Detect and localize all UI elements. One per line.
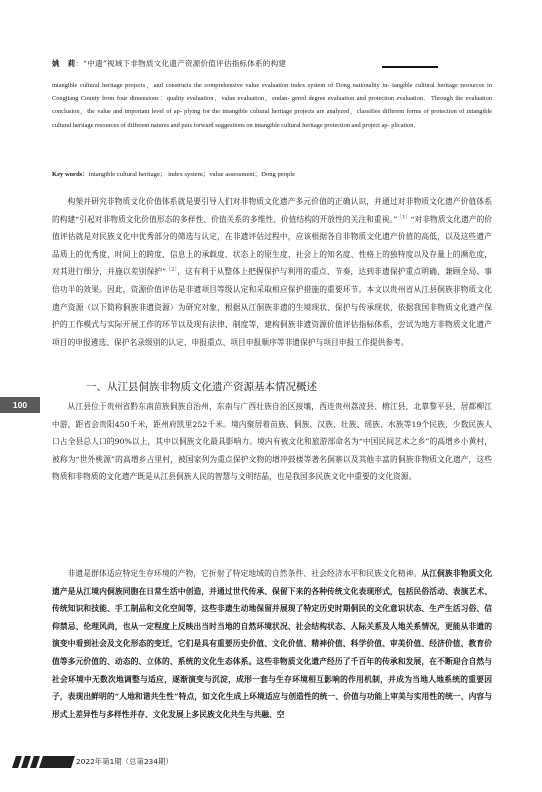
abstract-line: plying for the intangible cultural heritage projects are analyzed，classifies different forms of protection of intangible cultural	[52, 108, 492, 129]
abstract-line: tangible cultural heritage resources in Congjiang County from four dimensions：quality evaluation，value evaluation，endan-	[52, 82, 492, 103]
keywords-label: Key words：	[52, 171, 89, 178]
running-head-title: ：“中遗”视域下非物质文化遗产资源价值评估指标体系的构建	[75, 59, 287, 68]
english-abstract	[52, 79, 492, 132]
running-head-rule	[382, 66, 438, 68]
keywords-text: intangible cultural heritage； index system；value assessment；Dong people	[88, 171, 296, 178]
abstract-line: intangible cultural heritage projects，and constructs the comprehensive value evaluation index system of Dong nationality in-	[52, 82, 390, 89]
keywords	[52, 169, 492, 181]
section-heading: 一、从江县侗族非物质文化遗产资源基本情况概述	[86, 381, 317, 393]
citation-ref: ［2］	[166, 266, 178, 273]
heritage-paragraph	[52, 565, 492, 723]
intro-text-1: 构架并研究非物质文化价值体系就是要引导人们对非物质文化遗产多元价值的正确认识，并通过对非物质文化遗产价值体系的构建“引起对非物质文化价值形态的多样性、价值关系的多维性、价值结构的开放性的关注和重视。”	[52, 197, 492, 224]
citation-ref: ［1］	[397, 214, 411, 221]
page-number: 100	[0, 397, 40, 413]
footer-bar	[39, 756, 75, 768]
abstract-line: plication．	[391, 121, 420, 129]
intro-paragraph	[52, 193, 492, 351]
intro-text-3: ，这有利于从整体上把握保护与利用的重点、节奏，达到非遗保护重点明确、兼顾全局、事倍功半的效果。因此，资源价值评估是非遗项目等级认定和采取相应保护措施的重要环节。本文以贵州省从江县侗族非物质文化遗产资源（以下简称侗族非遗资源）为研究对象，根据从江侗族非遗的生境现状、保护与传承现状，依据我国非物质文化遗产保护的工作模式与实际开展工作的环节以及现有法律、制度等，建构侗族非遗资源价值评估指标体系，尝试为地方非物质文化遗产项目的申报遴选、保护名录级别的认定、申报重点、项目申报顺序等非遗保护与项目申报工作提供参考。	[52, 267, 492, 347]
abstract-line: heritage resources of different natures and puts forward suggestions on intangible cultural heritage protection and project ap-	[72, 121, 390, 129]
running-head	[52, 58, 492, 72]
overview-paragraph	[52, 398, 492, 486]
issue-footer: 2022年第1期（总第234期）	[76, 757, 173, 766]
abstract-line: gered degree evaluation and protection evaluation．Through the evaluation conclusion，the value and important level of ap-	[52, 95, 492, 116]
running-head-author: 姚 莉	[52, 59, 76, 68]
heritage-text-bold: 从江侗族非物质文化遗产是从江境内侗族同胞在日常生活中创造，并通过世代传承、保留下来的各种传统文化表现形式，包括民俗活动、表演艺术、传统知识和技能、手工制品和文化空间等，这些非遗生动地保留并展现了特定历史时期侗民的文化意识状态、生产生活习俗、信仰禁忌、伦理风尚，也从一定程度上反映出当时当地的自然环境状况、社会结构状态、人际关系及人地关系情况，更能从非遗的演变中看到社会及文化形态的变迁，它们是具有重要历史价值、文化价值、精神价值、科学价值、审美价值、经济价值、教育价值等多元价值的、动态的、立体的、系统的文化生态体系。这些非物质文化遗产经历了千百年的传承和发展，在不断迎合自然与社会环境中无数次地调整与适应，逐渐演变与沉淀，成形一套与生存环境相互影响的作用机制，并成为当地人地系统的重要因子，表现出鲜明的“人地和谐共生性”特点，如文化生成上环境适应与创造性的统一、价值与功能上审美与实用性的统一、内容与形式上差异性与多样性并存、文化发展上多民族文化共生与共融、空	[52, 569, 492, 719]
heritage-text-1: 非遗是群体适应特定生存环境的产物，它折射了特定地域的自然条件、社会经济水平和民族文化精神。	[67, 569, 422, 578]
intro-text-2: “对非物质文化遗产的价值评估就是对民族文化中优秀部分的筛选与认定，在非遗评估过程中，应该根据各自非物质文化遗产价值的高低，以及这些遗产品质上的优秀度、时间上的跨度、信息上的承载度、状态上的原生度、社会上的知名度、性格上的独特度以及存量上的濒危度，对其进行细分，并施以差别保护”	[52, 214, 492, 277]
overview-text: 从江县位于贵州省黔东南苗族侗族自治州，东南与广西壮族自治区接壤，西连贵州荔波县、榕江县，北靠黎平县，居都柳江中游，距省会贵阳450千米，距州府凯里252千米。境内聚居着苗族、侗族、汉族、壮族、瑶族、水族等19个民族，少数民族人口占全县总人口的90%以上，其中以侗族文化最具影响力。境内有被文化和旅游部命名为“中国民间艺术之乡”的高增乡小黄村，被称为“世外桃源”的高增乡占里村，被国家列为重点保护文物的增冲鼓楼等著名侗寨以及其他丰富的侗族非物质文化遗产，这些物质和非物质的文化遗产既是从江县侗族人民的智慧与文明结晶，也是我国多民族文化中重要的文化资源。	[52, 402, 492, 482]
